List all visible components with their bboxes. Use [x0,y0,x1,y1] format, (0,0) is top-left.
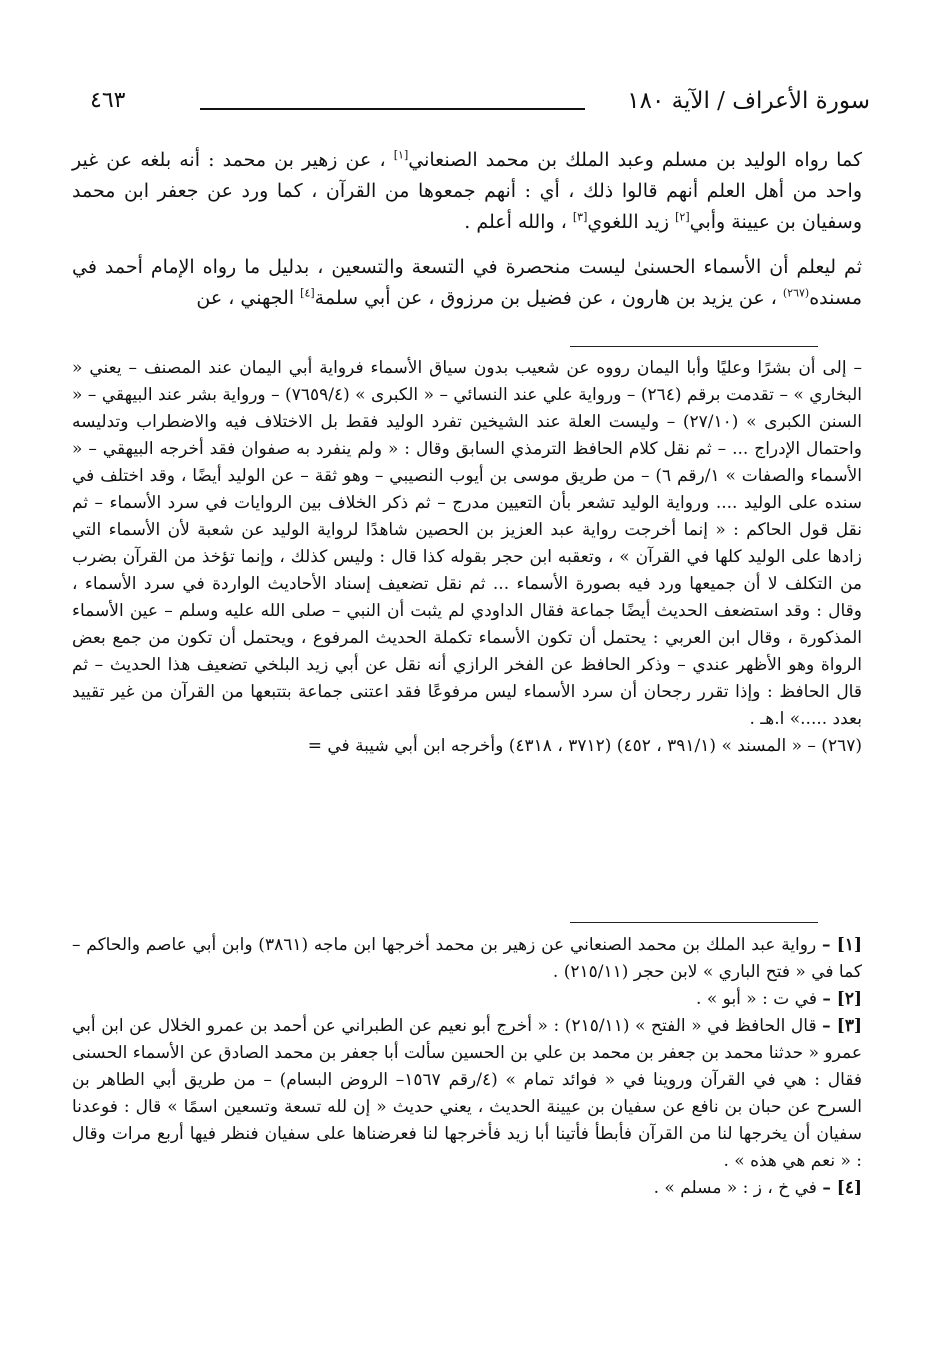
footnote-number: [٢] – [822,989,862,1009]
footnote-ref-4[interactable]: [٤] [300,286,315,300]
running-title: سورة الأعراف / الآية ١٨٠ [627,88,870,114]
main-paragraph-1 [72,145,862,238]
footnote-3 [72,1013,862,1175]
footnotes [72,932,862,1202]
footnote-text: في خ ، ز : « مسلم » . [653,1178,823,1198]
footnote-separator-2 [570,922,818,923]
footnote-text: في ت : « أبو » . [696,989,823,1009]
page-number: ٤٦٣ [90,88,126,113]
text-run: الجهني ، عن [196,287,301,309]
footnote-separator-1 [570,346,818,347]
text-run: ثم ليعلم أن الأسماء الحسنىٰ ليست منحصرة في التسعة والتسعين ، بدليل ما رواه الإمام أحمد في مسنده [72,256,862,309]
note-267: (٢٦٧) – « المسند » (٣٩١/١ ، ٤٥٢) (٣٧١٢ ، ٤٣١٨) وأخرجه ابن أبي شيبة في = [307,736,862,756]
main-paragraph-2 [72,252,862,314]
footnote-text: قال الحافظ في « الفتح » (٢١٥/١١) : « أخرج أبو نعيم عن الطبراني عن أحمد بن عمرو الخلال عن ابن أبي عمرو « حدثنا محمد بن جعفر بن محمد بن علي بن الحسين سألت أبا جعفر بن محمد الصادق عن الأسماء الحسنى فقال : هي في القرآن وروينا في « فوائد تمام » (٤/رقم ١٥٦٧– الروض البسام) – من طريق أبي الطاهر بن السرح عن حبان بن نافع عن سفيان بن عيينة الحديث ، يعني حديث « إن لله تسعة وتسعين اسمًا » قال : فوعدنا سفيان أن يخرجها لنا من القرآن فأبطأ فأتينا أبا زيد فأخرجها لنا فعرضناها على سفيان فنظر فيها أربع مرات وقال : « نعم هي هذه » . [72,1016,862,1171]
footnote-2 [72,986,862,1013]
page-header [60,88,870,128]
footnote-ref-2[interactable]: [٢] [675,210,690,224]
footnote-text: رواية عبد الملك بن محمد الصنعاني عن زهير بن محمد أخرجها ابن ماجه (٣٨٦١) وابن أبي عاصم والحاكم – كما في « فتح الباري » لابن حجر (٢١٥/١١) . [72,935,862,982]
text-run: زيد اللغوي [587,211,676,233]
continued-footnote-text: – إلى أن بشرًا وعليًا وأبا اليمان رووه عن شعيب بدون سياق الأسماء فرواية أبي اليمان عند المصنف – يعني « البخاري » – تقدمت برقم (٢٦٤) – ورواية علي عند النسائي – « الكبرى » (٧٦٥٩/٤) – ورواية بشر عند البيهقي – « السنن الكبرى » (٢٧/١٠) – وليست العلة عند الشيخين تفرد الوليد فقط بل الاختلاف فيه والاضطراب وتدليسه واحتمال الإدراج ... – ثم نقل كلام الحافظ الترمذي السابق وقال : « ولم ينفرد به صفوان فقد أخرجه البيهقي – « الأسماء والصفات » ١/رقم ٦) – من طريق موسى بن أيوب النصيبي – وهو ثقة – عن الوليد أيضًا ، وقد اختلف في سنده على الوليد .... ورواية الوليد تشعر بأن التعيين مدرج – ثم ذكر الخلاف بين الروايات في سرد الأسماء – ثم نقل قول الحاكم : « إنما أخرجت رواية عبد العزيز بن الحصين شاهدًا لرواية الوليد عن شعبة لأن الأسماء التي زادها على الوليد كلها في القرآن » ، وتعقبه ابن حجر بقوله كذا قال : وليس كذلك ، وإنما تؤخذ من القرآن بضرب من التكلف لا أن جميعها ورد فيه بصورة الأسماء ... ثم نقل تضعيف إسناد الأحاديث الواردة في سرد الأسماء ، وقال : وقد استضعف الحديث أيضًا جماعة فقال الداودي لم يثبت أن النبي – صلى الله عليه وسلم – عين الأسماء المذكورة ، وقال ابن العربي : يحتمل أن تكون الأسماء تكملة الحديث المرفوع ، ويحتمل أن تكون من جمع بعض الرواة وهو الأظهر عندي – وذكر الحافظ عن الفخر الرازي أنه نقل عن أبي زيد البلخي تضعيف هذا الحديث – ثم قال الحافظ : وإذا تقرر رجحان أن سرد الأسماء ليس مرفوعًا فقد اعتنى جماعة بتتبعها من القرآن من غير تقييد بعدد .....» ا.هـ . [72,358,862,729]
note-ref-267[interactable]: (٢٦٧) [782,286,810,300]
footnote-number: [٤] – [822,1178,862,1198]
footnote-ref-1[interactable]: [١] [393,148,409,162]
footnote-number: [١] – [821,935,862,955]
footnote-4 [72,1175,862,1202]
main-text [72,145,862,328]
text-run: ، والله أعلم . [464,211,573,233]
footnote-1 [72,932,862,986]
text-run: كما رواه الوليد بن مسلم وعبد الملك بن محمد الصنعاني [408,149,862,171]
footnote-number: [٣] – [822,1016,862,1036]
header-rule [200,108,585,110]
text-run: ، عن زهير بن محمد : أنه بلغه عن غير واحد من أهل العلم أنهم قالوا ذلك ، أي : أنهم جمعوها من القرآن ، كما ورد عن جعفر ابن محمد وسفيان بن عيينة وأبي [72,149,862,233]
footnote-ref-3[interactable]: [٣] [572,210,588,224]
text-run: ، عن يزيد بن هارون ، عن فضيل بن مرزوق ، عن أبي سلمة [314,287,783,309]
continued-footnote [72,355,862,760]
